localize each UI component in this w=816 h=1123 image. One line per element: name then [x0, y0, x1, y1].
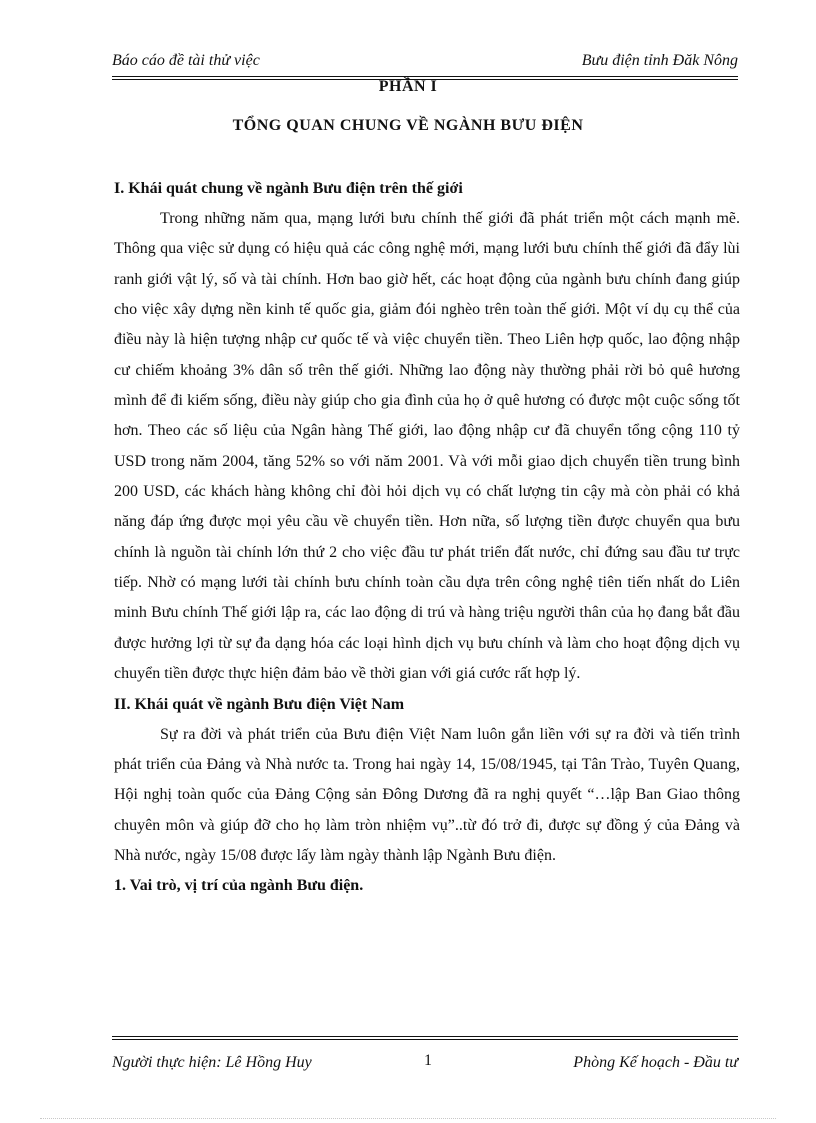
footer-department: Phòng Kế hoạch - Đầu tư: [573, 1054, 738, 1071]
section-paragraph-world: Trong những năm qua, mạng lưới bưu chính thế giới đã phát triển một cách mạnh mẽ. Thông qua việc sử dụng có hiệu quả các công nghệ mới, mạng lưới bưu chính thế giới đã đẩy lùi ranh giới vật lý, số và tài chính. Hơn bao giờ hết, các hoạt động của ngành bưu chính đang giúp cho việc xây dựng nền kinh tế quốc gia, giảm đói nghèo trên toàn thế giới. Một ví dụ cụ thể của điều này là hiện tượng nhập cư quốc tế và việc chuyển tiền. Theo Liên hợp quốc, lao động nhập cư chiếm khoảng 3% dân số trên thế giới. Những lao động này thường phải rời bỏ quê hương mình để đi kiếm sống, điều này giúp cho gia đình của họ ở quê hương có được một cuộc sống tốt hơn. Theo các số liệu của Ngân hàng Thế giới, lao động nhập cư đã chuyển tổng cộng 110 tỷ USD trong năm 2004, tăng 52% so với năm 2001. Và với mỗi giao dịch chuyển tiền trung bình 200 USD, các khách hàng không chỉ đòi hỏi dịch vụ có chất lượng tin cậy mà còn phải có khả năng đáp ứng được mọi yêu cầu về chuyển tiền. Hơn nữa, số lượng tiền được chuyển qua bưu chính là nguồn tài chính lớn thứ 2 cho việc đầu tư phát triển đất nước, chỉ đứng sau đầu tư trực tiếp. Nhờ có mạng lưới tài chính bưu chính toàn cầu dựa trên công nghệ tiên tiến nhất do Liên minh Bưu chính Thế giới lập ra, các lao động di trú và hàng triệu người thân của họ đang bắt đầu được hưởng lợi từ sự đa dạng hóa các loại hình dịch vụ bưu chính và làm cho hoạt động dịch vụ chuyển tiền được thực hiện đảm bảo về thời gian với giá cước rất hợp lý.: [114, 210, 740, 683]
document-body: [114, 174, 740, 901]
part-label: PHẦN I: [378, 78, 438, 95]
section-heading-world: I. Khái quát chung về ngành Bưu điện trên thế giới: [114, 180, 463, 197]
page-number: 1: [424, 1052, 432, 1069]
section-heading-role: 1. Vai trò, vị trí của ngành Bưu điện.: [114, 877, 364, 895]
header-organization: Bưu điện tỉnh Đăk Nông: [581, 52, 738, 69]
header-report-title: Báo cáo đề tài thử việc: [112, 52, 260, 69]
page-footer: [112, 1036, 738, 1080]
document-title: TỔNG QUAN CHUNG VỀ NGÀNH BƯU ĐIỆN: [232, 117, 584, 134]
section-heading-vietnam: II. Khái quát về ngành Bưu điện Việt Nam: [114, 695, 405, 713]
footer-author: Người thực hiện: Lê Hồng Huy: [112, 1054, 312, 1071]
section-paragraph-vietnam: Sự ra đời và phát triển của Bưu điện Việt Nam luôn gắn liền với sự ra đời và tiến trình phát triển của Đảng và Nhà nước ta. Trong hai ngày 14, 15/08/1945, tại Tân Trào, Tuyên Quang, Hội nghị toàn quốc của Đảng Cộng sản Đông Dương đã ra nghị quyết “…lập Ban Giao thông chuyên môn và giúp đỡ cho họ làm tròn nhiệm vụ”..từ đó trở đi, được sự đồng ý của Đảng và Nhà nước, ngày 15/08 được lấy làm ngày thành lập Ngành Bưu điện.: [114, 725, 740, 864]
page-header: [112, 50, 738, 80]
page-bottom-edge: [40, 1118, 776, 1119]
